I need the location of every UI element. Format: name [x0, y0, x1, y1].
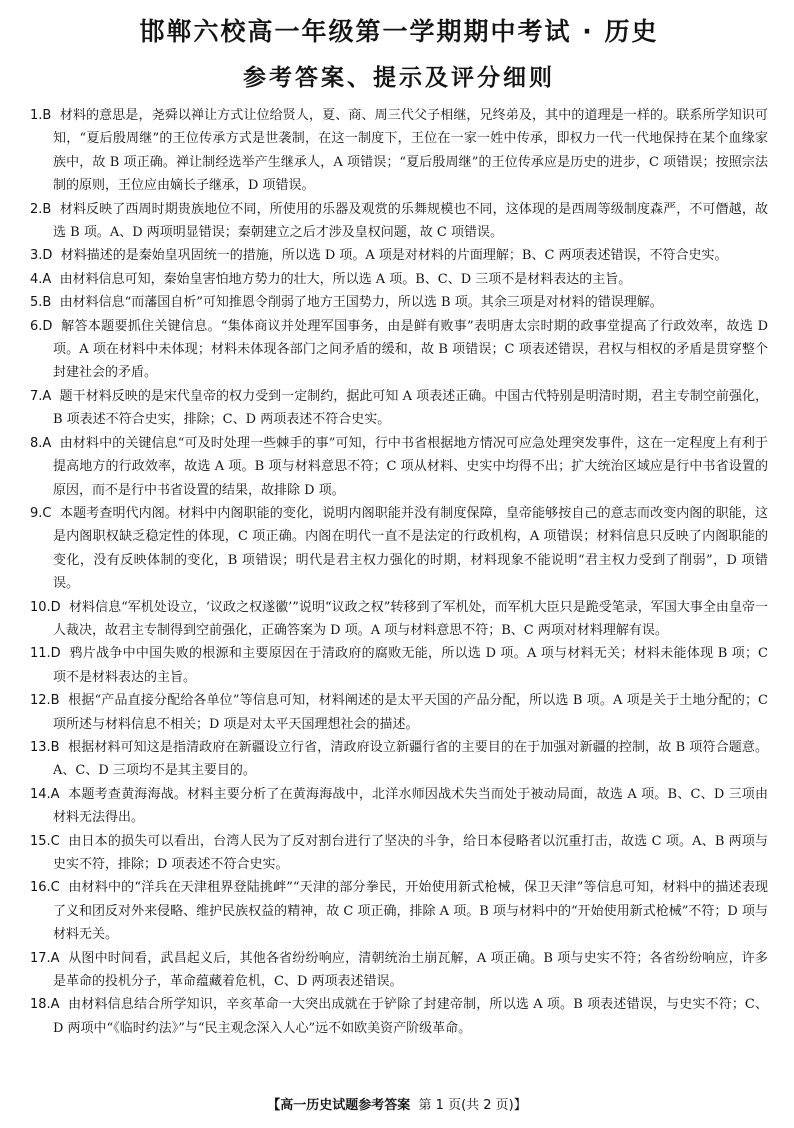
page-subtitle: 参考答案、提示及评分细则 [243, 65, 555, 91]
answer-text: 根据“产品直接分配给各单位”等信息可知，材料阐述的是太平天国的产品分配，所以选 B 项。A 项是关于土地分配的；C 项所述与材料信息不相关；D 项是对太平天国理想社会的描述。 [53, 693, 769, 732]
answer-text: 材料描述的是秦始皇巩固统一的措施，所以选 D 项。A 项是对材料的片面理解；B、C 两项表述错误，不符合史实。 [60, 248, 728, 264]
answer-text: 题干材料反映的是宋代皇帝的权力受到一定制约，据此可知 A 项表述正确。中国古代特别是明清时期，君主专制空前强化，B 项表述不符合史实，排除；C、D 两项表述不符合史实。 [53, 388, 769, 428]
answer-item [30, 432, 768, 502]
answer-item [30, 104, 768, 198]
answer-item [30, 244, 768, 267]
footer-doc-label: 【高一历史试题参考答案 [267, 1098, 411, 1113]
answer-text: 本题考查黄海海战。材料主要分析了在黄海海战中，北洋水师因战术失当而处于被动局面，故选 A 项。B、C、D 三项由材料无法得出。 [53, 786, 768, 826]
answer-text: 本题考查明代内阁。材料中内阁职能的变化，说明内阁职能并没有制度保障，皇帝能够按自己的意志而改变内阁的职能，这是内阁职权缺乏稳定性的体现，C 项正确。内阁在明代一直不是法定的行政机构，A 项错误；材料信息只反映了内阁职能的变化，没有反映体制的变化，B 项错误；明代是君主权力强化的时期，材料现象不能说明“君主权力受到了削弱”，D 项错误。 [53, 505, 768, 592]
answer-number: 1.B [30, 108, 52, 123]
answer-item [30, 315, 768, 385]
answer-number: 4.A [30, 271, 52, 287]
answer-item [30, 993, 768, 1040]
answer-number: 10.D [30, 599, 61, 615]
answer-text: 由材料中的“洋兵在天津租界登陆挑衅”“天津的部分拳民，开始使用新式枪械，保卫天津”等信息可知，材料中的描述表现了义和团反对外来侵略、维护民族权益的精神，故 C 项正确，排除 A 项。B 项与材料中的“开始使用新式枪械”不符；D 项与材料无关。 [53, 880, 769, 943]
answer-text: 材料的意思是，尧舜以禅让方式让位给贤人，夏、商、周三代父子相继，兄终弟及，其中的道理是一样的。联系所学知识可知，“夏后殷周继”的王位传承方式是世袭制，在这一制度下，王位在一家一姓中传承，即权力一代一代地保持在某个血缘家族中，故 B 项正确。禅让制经选举产生继承人，A 项错误；“夏后殷周继”的王位传承应是历史的进步，C 项错误；按照宗法制的原则，王位应由嫡长子继承，D 项错误。 [53, 108, 768, 194]
answer-item [30, 198, 768, 245]
answer-item [30, 947, 768, 994]
answer-number: 13.B [30, 739, 60, 755]
page-footer [0, 1094, 794, 1113]
answer-item [30, 736, 768, 783]
answer-number: 9.C [30, 505, 52, 521]
answer-number: 16.C [30, 880, 60, 896]
answer-number: 15.C [30, 833, 60, 849]
answer-item [30, 642, 768, 689]
answer-number: 8.A [30, 435, 52, 451]
answer-number: 7.A [30, 388, 52, 404]
answer-text: 由材料信息可知，秦始皇害怕地方势力的壮大，所以选 A 项。B、C、D 三项不是材料表达的主旨。 [59, 271, 632, 287]
answer-number: 3.D [30, 248, 53, 264]
answer-number: 6.D [30, 318, 53, 334]
footer-page-info: 第 1 页(共 2 页)】 [418, 1098, 527, 1113]
answer-text: 由材料信息“而藩国自析”可知推恩令削弱了地方王国势力，所以选 B 项。其余三项是对材料的错误理解。 [59, 295, 663, 311]
answer-number: 12.B [30, 693, 60, 709]
answer-list [30, 104, 768, 1040]
answer-text: 由材料中的关键信息“可及时处理一些棘手的事”可知，行中书省根据地方情况可应急处理突发事件，这在一定程度上有利于提高地方的行政效率，故选 A 项。B 项与材料意思不符；C 项从材料、史实中均得不出；扩大统治区域应是行中书省设置的原因，而不是行中书省设置的结果，故排除 D 项。 [53, 435, 768, 498]
answer-item [30, 783, 768, 830]
answer-number: 17.A [30, 950, 60, 966]
answer-item [30, 385, 768, 432]
answer-number: 5.B [30, 295, 52, 311]
answer-text: 材料反映了西周时期贵族地位不同，所使用的乐器及观赏的乐舞规模也不同，这体现的是西周等级制度森严，不可僭越，故选 B 项。A、D 两项明显错误；秦朝建立之后才涉及皇权问题，故 C 项错误。 [53, 201, 768, 241]
answer-item [30, 689, 768, 736]
answer-text: 由日本的损失可以看出，台湾人民为了反对割台进行了坚决的斗争，给日本侵略者以沉重打击，故选 C 项。A、B 两项与史实不符，排除；D 项表述不符合史实。 [53, 833, 769, 872]
answer-item [30, 596, 768, 643]
answer-text: 材料信息“军机处设立，‘议政之权遂徽’”说明“议政之权”转移到了军机处，而军机大臣只是跪受笔录，军国大事全由皇帝一人裁决，故君主专制得到空前强化，正确答案为 D 项。A 项与材料意思不符；B、C 两项对材料理解有误。 [53, 599, 768, 638]
answer-number: 14.A [30, 786, 60, 802]
answer-text: 由材料信息结合所学知识，辛亥革命一大突出成就在于铲除了封建帝制，所以选 A 项。B 项表述错误，与史实不符；C、D 两项中“《临时约法》”与“民主观念深入人心”远不如欧美资产阶级革命。 [53, 997, 768, 1036]
answer-number: 18.A [30, 997, 60, 1013]
answer-text: 解答本题要抓住关键信息。“集体商议并处理军国事务，由是鲜有败事”表明唐太宗时期的政事堂提高了行政效率，故选 D 项。A 项在材料中未体现；材料未体现各部门之间矛盾的缓和，故 B 项错误；C 项表述错误，君权与相权的矛盾是贯穿整个封建社会的矛盾。 [53, 318, 768, 381]
answer-item [30, 291, 768, 314]
answer-text: 从图中时间看，武昌起义后，其他各省纷纷响应，清朝统治土崩瓦解，A 项正确。B 项与史实不符；各省纷纷响应，许多是革命的投机分子，革命蕴藏着危机，C、D 两项表述错误。 [53, 950, 768, 990]
answer-text: 根据材料可知这是指清政府在新疆设立行省，清政府设立新疆行省的主要目的在于加强对新疆的控制，故 B 项符合题意。A、C、D 三项均不是其主要目的。 [53, 739, 768, 779]
page-title: 邯郸六校高一年级第一学期期中考试 · 历史 [139, 17, 659, 46]
answer-item [30, 876, 768, 946]
answer-item [30, 502, 768, 596]
answer-number: 11.D [30, 646, 61, 662]
answer-text: 鸦片战争中中国失败的根源和主要原因在于清政府的腐败无能，所以选 D 项。A 项与材料无关；材料未能体现 B 项；C 项不是材料表达的主旨。 [53, 646, 768, 685]
answer-item [30, 268, 768, 291]
answer-item [30, 830, 768, 877]
answer-number: 2.B [30, 201, 52, 217]
